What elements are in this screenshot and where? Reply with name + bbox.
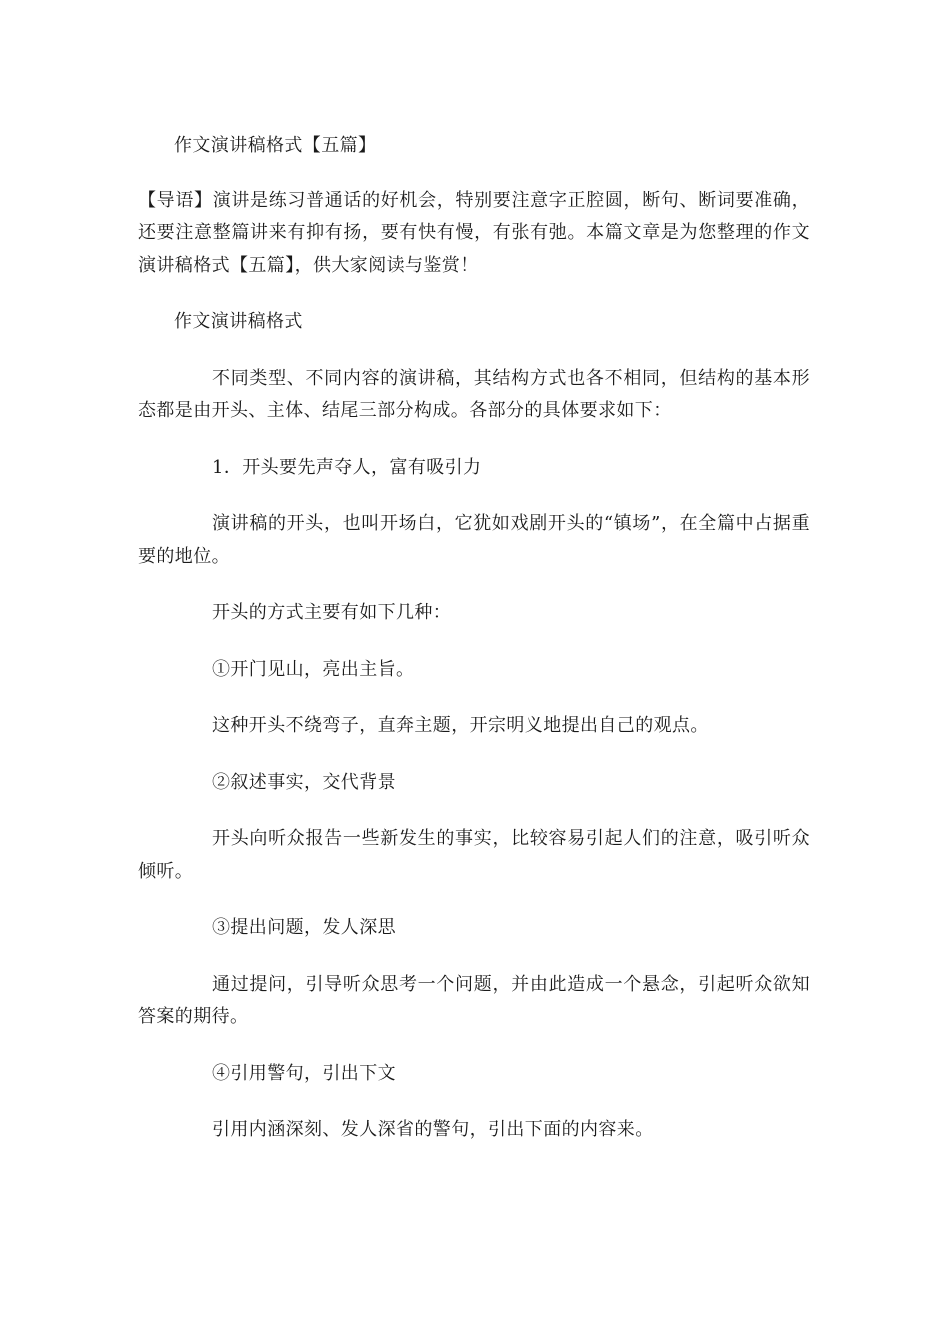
body-paragraph-methods: 开头的方式主要有如下几种： bbox=[212, 602, 452, 623]
list-item-method-1: ①开门见山，亮出主旨。 bbox=[212, 658, 415, 680]
body-paragraph-method-2: 开头向听众报告一些新发生的事实，比较容易引起人们的注意，吸引听众倾听。 bbox=[138, 828, 810, 882]
body-paragraph-method-3: 通过提问，引导听众思考一个问题，并由此造成一个悬念，引起听众欲知答案的期待。 bbox=[138, 973, 810, 1027]
intro-paragraph: 【导语】演讲是练习普通话的好机会，特别要注意字正腔圆，断句、断词要准确，还要注意整篇讲来有抑有扬，要有快有慢，有张有弛。本篇文章是为您整理的作文演讲稿格式【五篇】，供大家阅读与鉴赏！ bbox=[138, 189, 810, 276]
body-paragraph-method-4: 引用内涵深刻、发人深省的警句，引出下面的内容来。 bbox=[212, 1119, 654, 1140]
document-title: 作文演讲稿格式【五篇】 bbox=[174, 135, 377, 156]
list-item-method-3: ③提出问题，发人深思 bbox=[212, 917, 396, 938]
document-body bbox=[138, 130, 810, 1171]
body-paragraph-method-1: 这种开头不绕弯子，直奔主题，开宗明义地提出自己的观点。 bbox=[212, 715, 709, 736]
section-heading: 作文演讲稿格式 bbox=[174, 311, 303, 332]
list-item-method-2: ②叙述事实，交代背景 bbox=[212, 771, 396, 793]
body-paragraph-opening: 演讲稿的开头，也叫开场白，它犹如戏剧开头的“镇场”，在全篇中占据重要的地位。 bbox=[138, 513, 810, 567]
body-paragraph-structure: 不同类型、不同内容的演讲稿，其结构方式也各不相同，但结构的基本形态都是由开头、主体、结尾三部分构成。各部分的具体要求如下： bbox=[138, 367, 810, 421]
list-item-method-4: ④引用警句，引出下文 bbox=[212, 1062, 396, 1084]
subheading-opening: 1．开头要先声夺人，富有吸引力 bbox=[212, 456, 482, 478]
